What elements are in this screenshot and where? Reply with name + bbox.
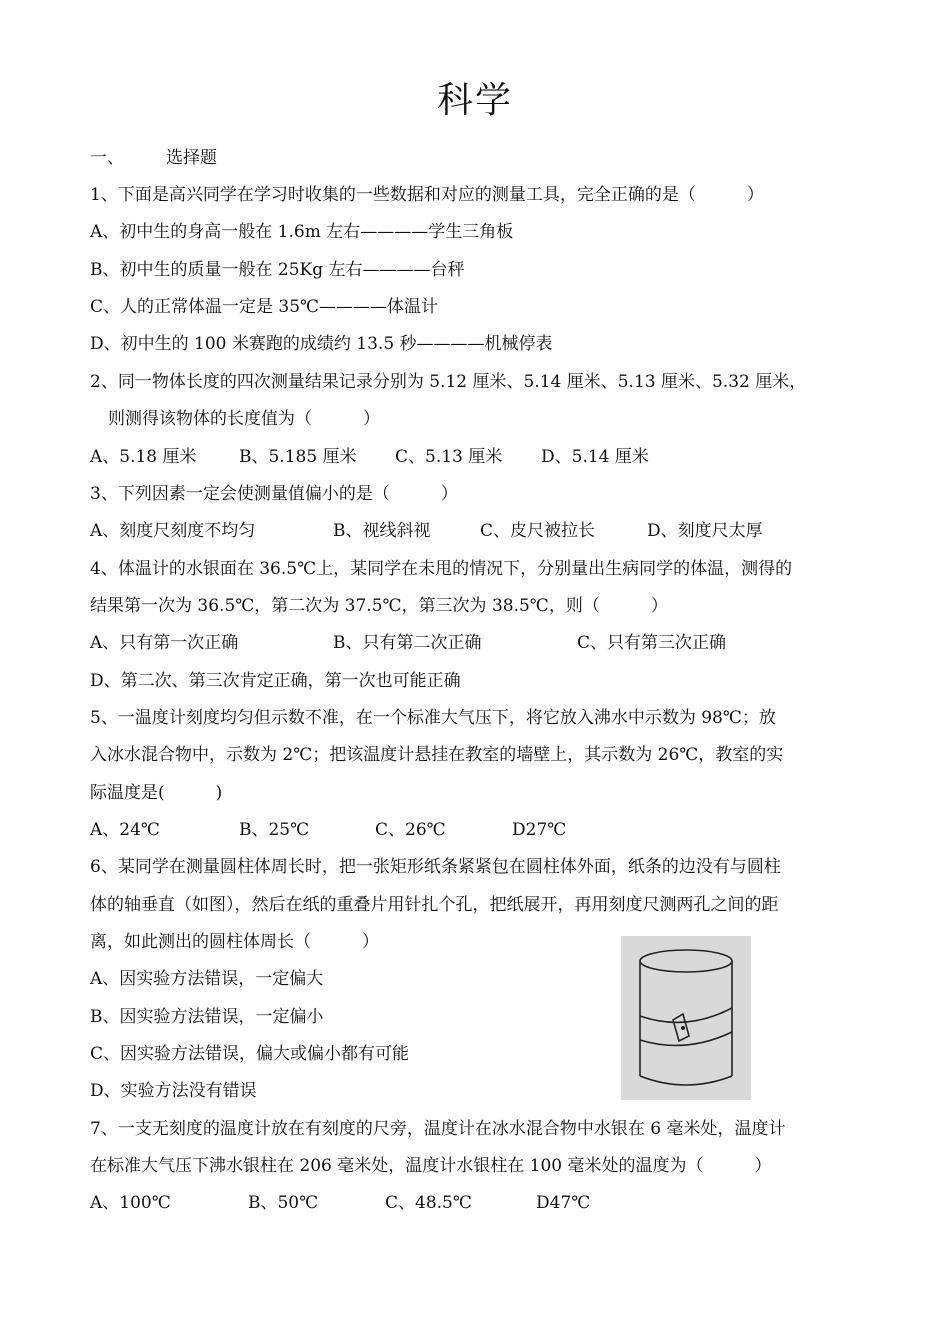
question-1-option-c: C、人的正常体温一定是 35℃————体温计 [90,297,439,317]
question-2-option-b: B、5.185 厘米 [239,447,357,467]
question-6-option-a: A、因实验方法错误，一定偏大 [90,969,324,989]
question-4-option-b: B、只有第二次正确 [333,633,482,653]
question-2-stem-line-2: 则测得该物体的长度值为（ ） [108,409,380,429]
question-6-stem-line-1: 6、某同学在测量圆柱体周长时，把一张矩形纸条紧紧包在圆柱体外面，纸条的边没有与圆柱 [90,857,781,877]
question-2-option-d: D、5.14 厘米 [541,447,649,467]
question-2-stem-line-1: 2、同一物体长度的四次测量结果记录分别为 5.12 厘米、5.14 厘米、5.13 厘米、5.32 厘米， [90,372,807,392]
question-7-stem-line-2: 在标准大气压下沸水银柱在 206 毫米处，温度计水银柱在 100 毫米处的温度为（ ） [90,1156,772,1176]
question-2-option-c: C、5.13 厘米 [395,447,503,467]
question-5-stem-line-3: 际温度是( ) [90,783,223,803]
question-7-stem-line-1: 7、一支无刻度的温度计放在有刻度的尺旁，温度计在冰水混合物中水银在 6 毫米处，温度计 [90,1119,786,1139]
question-1-stem: 1、下面是高兴同学在学习时收集的一些数据和对应的测量工具，完全正确的是（ ） [90,185,764,205]
question-3-option-b: B、视线斜视 [333,521,431,541]
question-7-option-c: C、48.5℃ [385,1193,472,1213]
question-4-stem-line-1: 4、体温计的水银面在 36.5℃上，某同学在未甩的情况下，分别量出生病同学的体温，测得的 [90,559,793,579]
question-4-stem-line-2: 结果第一次为 36.5℃，第二次为 37.5℃，第三次为 38.5℃，则（ ） [90,596,668,616]
question-1-option-d: D、初中生的 100 米赛跑的成绩约 13.5 秒————机械停表 [90,334,553,354]
question-5-stem-line-2: 入冰水混合物中，示数为 2℃；把该温度计悬挂在教室的墙壁上，其示数为 26℃，教室的实 [90,745,784,765]
question-1-option-a: A、初中生的身高一般在 1.6m 左右————学生三角板 [90,222,514,242]
question-5-option-d: D27℃ [512,820,567,840]
question-6-option-c: C、因实验方法错误，偏大或偏小都有可能 [90,1044,410,1064]
question-3-option-c: C、皮尺被拉长 [480,521,596,541]
question-5-stem-line-1: 5、一温度计刻度均匀但示数不准，在一个标准大气压下，将它放入沸水中示数为 98℃；放 [90,708,776,728]
question-5-option-c: C、26℃ [375,820,446,840]
section-heading [90,146,217,170]
section-name: 选择题 [166,148,217,168]
cylinder-figure [621,936,751,1100]
cylinder-wrap-illustration [621,936,751,1100]
question-5-option-b: B、25℃ [239,820,310,840]
page-title: 科学 [436,80,513,121]
question-2-option-a: A、5.18 厘米 [90,447,197,467]
question-4-option-d: D、第二次、第三次肯定正确，第一次也可能正确 [90,671,461,691]
question-5-option-a: A、24℃ [90,820,160,840]
question-6-stem-line-2: 体的轴垂直（如图），然后在纸的重叠片用针扎个孔，把纸展开，再用刻度尺测两孔之间的距 [90,895,779,915]
question-6-stem-line-3: 离，如此测出的圆柱体周长（ ） [90,932,379,952]
section-number: 一、 [90,148,124,168]
question-1-option-b: B、初中生的质量一般在 25Kg 左右————台秤 [90,260,465,280]
question-3-option-d: D、刻度尺太厚 [647,521,763,541]
question-3-option-a: A、刻度尺刻度不均匀 [90,521,256,541]
question-6-option-d: D、实验方法没有错误 [90,1081,257,1101]
question-7-option-a: A、100℃ [90,1193,171,1213]
question-3-stem: 3、下列因素一定会使测量值偏小的是（ ） [90,484,458,504]
question-7-option-d: D47℃ [536,1193,591,1213]
question-7-option-b: B、50℃ [248,1193,319,1213]
question-4-option-c: C、只有第三次正确 [577,633,727,653]
question-4-option-a: A、只有第一次正确 [90,633,239,653]
question-6-option-b: B、因实验方法错误，一定偏小 [90,1007,324,1027]
